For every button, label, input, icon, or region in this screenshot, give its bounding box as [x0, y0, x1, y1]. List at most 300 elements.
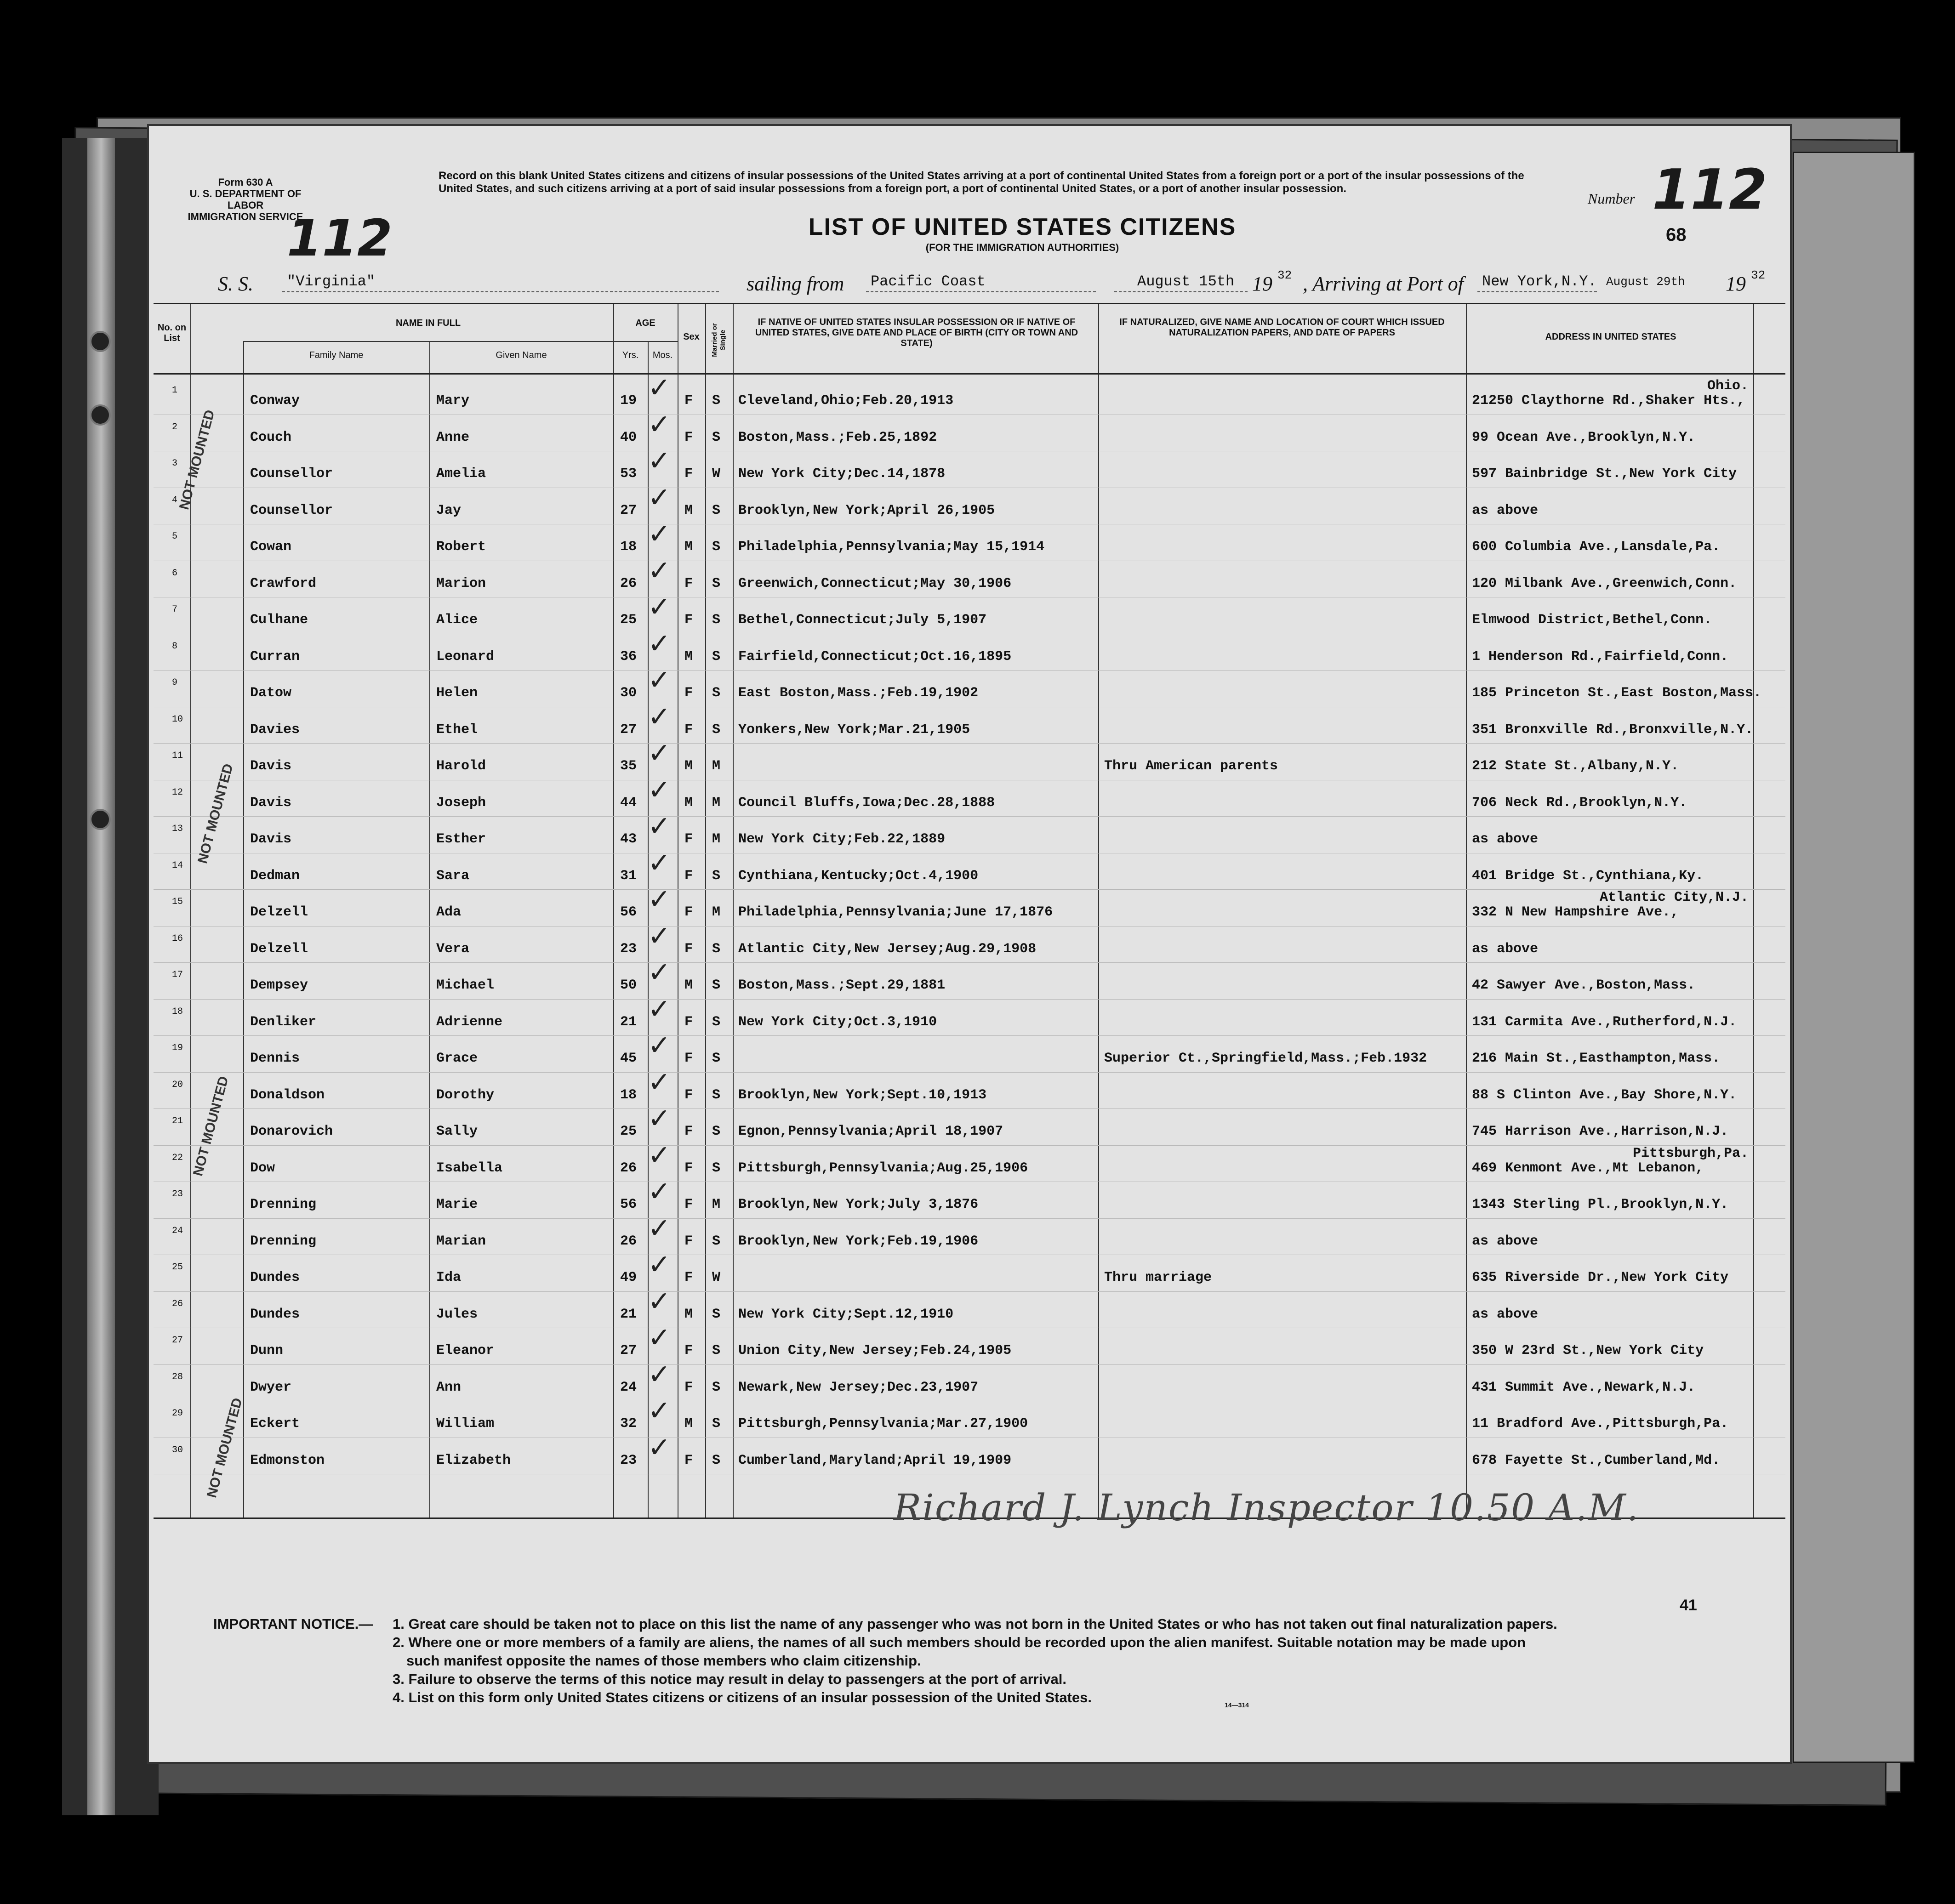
- checkmark-icon: ✓: [648, 1212, 671, 1245]
- cell-age: 21: [620, 1014, 637, 1030]
- cell-sex: F: [684, 429, 693, 445]
- cell-family: Counsellor: [250, 466, 333, 482]
- cell-given: Vera: [436, 941, 470, 957]
- cell-no: 23: [172, 1189, 183, 1199]
- cell-family: Dwyer: [250, 1379, 292, 1395]
- cell-addr: 635 Riverside Dr.,New York City: [1472, 1270, 1729, 1285]
- binder-hole: [90, 331, 111, 352]
- cell-family: Dundes: [250, 1306, 300, 1322]
- table-row: [154, 597, 1785, 633]
- binder-hole: [90, 809, 111, 830]
- cell-no: 17: [172, 970, 183, 980]
- cell-no: 20: [172, 1079, 183, 1090]
- checkmark-icon: ✓: [648, 847, 671, 879]
- cell-no: 5: [172, 531, 178, 542]
- cell-age: 32: [620, 1416, 637, 1432]
- cell-age: 26: [620, 1160, 637, 1176]
- cell-family: Culhane: [250, 612, 308, 628]
- cell-family: Dunn: [250, 1343, 284, 1358]
- cell-birth: Philadelphia,Pennsylvania;May 15,1914: [738, 539, 1045, 555]
- cell-family: Delzell: [250, 904, 308, 920]
- cell-sex: F: [684, 722, 693, 738]
- cell-birth: Egnon,Pennsylvania;April 18,1907: [738, 1124, 1003, 1139]
- cell-sex: F: [684, 941, 693, 957]
- cell-age: 18: [620, 539, 637, 555]
- checkmark-icon: ✓: [648, 1249, 671, 1281]
- notice-item: 1. Great care should be taken not to place on this list the name of any passenger who was not born in the United States or who has not taken out final naturalization papers.: [393, 1616, 1557, 1632]
- cell-addr: 1343 Sterling Pl.,Brooklyn,N.Y.: [1472, 1197, 1729, 1212]
- cell-addr: 21250 Claythorne Rd.,Shaker Hts.,: [1472, 393, 1745, 409]
- cell-sex: F: [684, 612, 693, 628]
- cell-birth: Pittsburgh,Pennsylvania;Mar.27,1900: [738, 1416, 1028, 1432]
- cell-addr: 678 Fayette St.,Cumberland,Md.: [1472, 1452, 1721, 1468]
- not-mounted-stamp: NOT MOUNTED: [204, 1396, 245, 1500]
- checkmark-icon: ✓: [648, 372, 671, 404]
- cell-addr-continuation: Ohio.: [1707, 378, 1749, 394]
- page-title: LIST OF UNITED STATES CITIZENS: [808, 214, 1237, 240]
- cell-sex: M: [684, 1416, 693, 1432]
- cell-family: Edmonston: [250, 1452, 325, 1468]
- cell-given: Ann: [436, 1379, 462, 1395]
- cell-ms: M: [712, 795, 721, 811]
- table-row: [154, 1364, 1785, 1401]
- cell-addr: as above: [1472, 1306, 1539, 1322]
- cell-age: 23: [620, 941, 637, 957]
- cell-sex: F: [684, 1452, 693, 1468]
- cell-given: Ethel: [436, 722, 478, 738]
- cell-age: 36: [620, 648, 637, 665]
- cell-no: 4: [172, 494, 178, 506]
- header-naturalization: IF NATURALIZED, GIVE NAME AND LOCATION OF COURT WHICH ISSUED NATURALIZATION PAPERS, AND DATE OF PAPERS: [1119, 317, 1445, 338]
- cell-given: Jules: [436, 1306, 478, 1322]
- form-number: Form 630 A: [218, 176, 273, 188]
- sailing-year-prefix: 19: [1252, 273, 1272, 295]
- cell-sex: F: [684, 831, 693, 847]
- cell-age: 25: [620, 1124, 637, 1139]
- cell-birth: Newark,New Jersey;Dec.23,1907: [738, 1379, 979, 1395]
- sailing-date: August 15th: [1137, 273, 1235, 290]
- cell-family: Drenning: [250, 1233, 317, 1249]
- cell-age: 27: [620, 722, 637, 738]
- cell-birth: Union City,New Jersey;Feb.24,1905: [738, 1343, 1012, 1358]
- cell-ms: S: [712, 1233, 721, 1249]
- cell-age: 43: [620, 831, 637, 847]
- table-row: [154, 1182, 1785, 1218]
- table-row: [154, 1108, 1785, 1145]
- table-row: [154, 451, 1785, 487]
- cell-birth: Yonkers,New York;Mar.21,1905: [738, 722, 970, 738]
- cell-sex: F: [684, 1124, 693, 1139]
- service: IMMIGRATION SERVICE: [188, 211, 303, 222]
- cell-given: Dorothy: [436, 1087, 495, 1103]
- checkmark-icon: ✓: [648, 1431, 671, 1464]
- voyage-line: [149, 264, 1790, 296]
- cell-given: William: [436, 1416, 495, 1432]
- cell-family: Dundes: [250, 1270, 300, 1285]
- cell-family: Cowan: [250, 539, 292, 555]
- notice-heading: IMPORTANT NOTICE.—: [213, 1616, 373, 1632]
- ship-name: "Virginia": [287, 273, 376, 290]
- checkmark-icon: ✓: [648, 993, 671, 1025]
- cell-addr: 351 Bronxville Rd.,Bronxville,N.Y.: [1472, 722, 1754, 738]
- cell-no: 28: [172, 1371, 183, 1382]
- cell-nat: Thru American parents: [1104, 758, 1278, 774]
- checkmark-icon: ✓: [648, 554, 671, 587]
- cell-ms: S: [712, 941, 721, 957]
- cell-addr: 350 W 23rd St.,New York City: [1472, 1343, 1704, 1358]
- cell-given: Anne: [436, 429, 470, 445]
- cell-no: 16: [172, 933, 183, 944]
- table-row: [154, 999, 1785, 1035]
- cell-no: 24: [172, 1225, 183, 1236]
- cell-given: Alice: [436, 612, 478, 628]
- cell-family: Dennis: [250, 1051, 300, 1066]
- cell-sex: F: [684, 1233, 693, 1249]
- notice-item: 4. List on this form only United States citizens or citizens of an insular possession of the United States.: [393, 1689, 1092, 1705]
- cell-birth: Brooklyn,New York;April 26,1905: [738, 502, 995, 518]
- table-row: [154, 1072, 1785, 1108]
- arrival-date: August 29th: [1606, 275, 1685, 289]
- checkmark-icon: ✓: [648, 664, 671, 696]
- header-place-of-birth: IF NATIVE OF UNITED STATES INSULAR POSSESSION OR IF NATIVE OF UNITED STATES, GIVE DATE AND PLACE OF BIRTH (CITY OR TOWN AND STATE): [755, 317, 1078, 348]
- cell-addr: as above: [1472, 831, 1539, 847]
- cell-addr: 597 Bainbridge St.,New York City: [1472, 466, 1737, 482]
- header-family-name: Family Name: [309, 350, 364, 360]
- table-row: [154, 853, 1785, 889]
- cell-no: 25: [172, 1262, 183, 1273]
- checkmark-icon: ✓: [648, 627, 671, 660]
- arriving-label: , Arriving at Port of: [1303, 273, 1464, 295]
- table-row: [154, 561, 1785, 597]
- cell-sex: F: [684, 1379, 693, 1395]
- cell-addr: 706 Neck Rd.,Brooklyn,N.Y.: [1472, 795, 1687, 811]
- cell-given: Grace: [436, 1051, 478, 1066]
- cell-sex: F: [684, 1160, 693, 1176]
- cell-addr: 401 Bridge St.,Cynthiana,Ky.: [1472, 868, 1704, 884]
- cell-birth: Cynthiana,Kentucky;Oct.4,1900: [738, 868, 979, 884]
- table-row: [154, 1438, 1785, 1474]
- cell-addr-continuation: Pittsburgh,Pa.: [1632, 1145, 1749, 1161]
- table-row: [154, 707, 1785, 743]
- cell-no: 3: [172, 458, 178, 469]
- sailing-label: sailing from: [747, 273, 844, 295]
- cell-family: Dow: [250, 1160, 275, 1176]
- table-row: [154, 926, 1785, 962]
- cell-no: 15: [172, 897, 183, 907]
- cell-given: Marion: [436, 575, 486, 591]
- checkmark-icon: ✓: [648, 518, 671, 550]
- cell-addr: 469 Kenmont Ave.,Mt Lebanon,: [1472, 1160, 1704, 1176]
- header-sex: Sex: [683, 332, 700, 342]
- cell-birth: Cleveland,Ohio;Feb.20,1913: [738, 393, 954, 409]
- cell-addr: 332 N New Hampshire Ave.,: [1472, 904, 1679, 920]
- cell-addr: Elmwood District,Bethel,Conn.: [1472, 612, 1712, 628]
- cell-family: Davies: [250, 722, 300, 738]
- cell-age: 24: [620, 1379, 637, 1395]
- cell-age: 35: [620, 758, 637, 774]
- cell-ms: S: [712, 1379, 721, 1395]
- notice-item: such manifest opposite the names of those members who claim citizenship.: [406, 1653, 921, 1669]
- cell-ms: S: [712, 868, 721, 884]
- cell-ms: W: [712, 466, 721, 482]
- cell-ms: S: [712, 539, 721, 555]
- cell-given: Ida: [436, 1270, 462, 1285]
- cell-birth: East Boston,Mass.;Feb.19,1902: [738, 685, 979, 701]
- cell-no: 21: [172, 1116, 183, 1126]
- cell-birth: Brooklyn,New York;July 3,1876: [738, 1197, 979, 1212]
- sailing-year: 32: [1277, 268, 1292, 282]
- cell-no: 8: [172, 641, 178, 652]
- cell-family: Counsellor: [250, 502, 333, 518]
- cell-birth: New York City;Dec.14,1878: [738, 466, 946, 482]
- cell-no: 30: [172, 1444, 183, 1455]
- cell-addr: 212 State St.,Albany,N.Y.: [1472, 758, 1679, 774]
- cell-no: 9: [172, 677, 178, 688]
- checkmark-icon: ✓: [648, 1285, 671, 1318]
- cell-ms: S: [712, 978, 721, 993]
- cell-sex: F: [684, 393, 693, 409]
- table-row: [154, 1145, 1785, 1182]
- checkmark-icon: ✓: [648, 773, 671, 806]
- cell-ms: S: [712, 502, 721, 518]
- table-row: [154, 524, 1785, 560]
- checkmark-icon: ✓: [648, 1358, 671, 1391]
- table-row: [154, 743, 1785, 779]
- cell-no: 19: [172, 1043, 183, 1053]
- checkmark-icon: ✓: [648, 810, 671, 842]
- table-row: [154, 1328, 1785, 1364]
- cell-no: 27: [172, 1335, 183, 1346]
- arrival-port: New York,N.Y.: [1482, 273, 1597, 290]
- cell-given: Joseph: [436, 795, 486, 811]
- header-age: AGE: [635, 318, 655, 328]
- cell-given: Helen: [436, 685, 478, 701]
- cell-given: Harold: [436, 758, 486, 774]
- cell-birth: Pittsburgh,Pennsylvania;Aug.25,1906: [738, 1160, 1028, 1176]
- cell-given: Mary: [436, 393, 470, 409]
- cell-sex: M: [684, 978, 693, 993]
- cell-sex: F: [684, 868, 693, 884]
- cell-birth: Boston,Mass.;Feb.25,1892: [738, 429, 937, 445]
- checkmark-icon: ✓: [648, 445, 671, 477]
- cell-age: 45: [620, 1051, 637, 1066]
- cell-sex: F: [684, 1270, 693, 1285]
- table-row: [154, 670, 1785, 706]
- cell-age: 53: [620, 466, 637, 482]
- handwritten-margin-number: 112: [287, 209, 393, 267]
- checkmark-icon: ✓: [648, 591, 671, 623]
- cell-given: Michael: [436, 978, 495, 993]
- cell-given: Marie: [436, 1197, 478, 1212]
- number-label: Number: [1588, 190, 1636, 207]
- page-code: 68: [1666, 225, 1687, 245]
- ship-label: S. S.: [218, 273, 253, 295]
- checkmark-icon: ✓: [648, 1103, 671, 1135]
- header-address: ADDRESS IN UNITED STATES: [1545, 332, 1676, 342]
- notice-item: 3. Failure to observe the terms of this notice may result in delay to passengers at the port of arrival.: [393, 1671, 1067, 1687]
- header-no: No. on List: [157, 323, 187, 343]
- cell-sex: F: [684, 466, 693, 482]
- cell-no: 22: [172, 1152, 183, 1163]
- page-subtitle: (FOR THE IMMIGRATION AUTHORITIES): [925, 242, 1119, 253]
- cell-ms: S: [712, 1124, 721, 1139]
- cell-ms: M: [712, 904, 721, 920]
- cell-sex: F: [684, 685, 693, 701]
- cell-ms: S: [712, 1416, 721, 1432]
- cell-no: 11: [172, 750, 183, 761]
- cell-ms: S: [712, 1306, 721, 1322]
- cell-ms: S: [712, 648, 721, 665]
- checkmark-icon: ✓: [648, 737, 671, 769]
- cell-age: 26: [620, 575, 637, 591]
- cell-given: Eleanor: [436, 1343, 495, 1358]
- cell-no: 12: [172, 787, 183, 798]
- header-given-name: Given Name: [496, 350, 547, 360]
- cell-family: Dedman: [250, 868, 300, 884]
- cell-birth: Atlantic City,New Jersey;Aug.29,1908: [738, 941, 1037, 957]
- table-row: [154, 1218, 1785, 1255]
- checkmark-icon: ✓: [648, 1322, 671, 1354]
- checkmark-icon: ✓: [648, 1139, 671, 1171]
- inspector-signature: Richard J. Lynch Inspector 10.50 A.M.: [894, 1486, 1640, 1529]
- cell-no: 6: [172, 568, 178, 579]
- notice-code: 14—314: [1225, 1701, 1249, 1709]
- cell-sex: M: [684, 502, 693, 518]
- cell-sex: M: [684, 758, 693, 774]
- checkmark-icon: ✓: [648, 920, 671, 952]
- checkmark-icon: ✓: [648, 408, 671, 441]
- cell-birth: New York City;Oct.3,1910: [738, 1014, 937, 1030]
- cell-sex: M: [684, 1306, 693, 1322]
- cell-ms: S: [712, 1452, 721, 1468]
- header-yrs: Yrs.: [622, 350, 639, 360]
- cell-age: 23: [620, 1452, 637, 1468]
- cell-family: Davis: [250, 831, 292, 847]
- cell-given: Adrienne: [436, 1014, 503, 1030]
- table-row: [154, 1035, 1785, 1072]
- cell-family: Dempsey: [250, 978, 308, 993]
- cell-addr: 42 Sawyer Ave.,Boston,Mass.: [1472, 978, 1696, 993]
- cell-age: 25: [620, 612, 637, 628]
- checkmark-icon: ✓: [648, 883, 671, 915]
- cell-no: 10: [172, 714, 183, 725]
- cell-age: 18: [620, 1087, 637, 1103]
- cell-family: Davis: [250, 758, 292, 774]
- cell-ms: W: [712, 1270, 721, 1285]
- cell-addr: as above: [1472, 1233, 1539, 1249]
- cell-ms: S: [712, 1051, 721, 1066]
- cell-family: Davis: [250, 795, 292, 811]
- cell-birth: Fairfield,Connecticut;Oct.16,1895: [738, 648, 1012, 665]
- table-row: [154, 488, 1785, 524]
- cell-given: Leonard: [436, 648, 495, 665]
- cell-birth: Boston,Mass.;Sept.29,1881: [738, 978, 946, 993]
- table-row: [154, 415, 1785, 451]
- cell-age: 56: [620, 904, 637, 920]
- cell-no: 2: [172, 421, 178, 432]
- cell-family: Donaldson: [250, 1087, 325, 1103]
- cell-ms: M: [712, 1197, 721, 1212]
- cell-ms: S: [712, 722, 721, 738]
- table-row: [154, 1401, 1785, 1437]
- cell-age: 49: [620, 1270, 637, 1285]
- cell-addr: 600 Columbia Ave.,Lansdale,Pa.: [1472, 539, 1721, 555]
- cell-age: 50: [620, 978, 637, 993]
- table-row: [154, 634, 1785, 670]
- cell-birth: Greenwich,Connecticut;May 30,1906: [738, 575, 1012, 591]
- checkmark-icon: ✓: [648, 1066, 671, 1098]
- cell-family: Datow: [250, 685, 292, 701]
- cell-age: 19: [620, 393, 637, 409]
- binder-strip: [87, 138, 115, 1815]
- cell-age: 27: [620, 1343, 637, 1358]
- cell-sex: M: [684, 539, 693, 555]
- header-mos: Mos.: [652, 350, 673, 360]
- not-mounted-stamp: NOT MOUNTED: [190, 1074, 232, 1178]
- handwritten-list-number: 112: [1652, 158, 1767, 222]
- cell-family: Eckert: [250, 1416, 300, 1432]
- cell-sex: F: [684, 1051, 693, 1066]
- binder-hole: [90, 404, 111, 426]
- cell-ms: S: [712, 612, 721, 628]
- cell-ms: S: [712, 575, 721, 591]
- checkmark-icon: ✓: [648, 481, 671, 514]
- cell-addr: 431 Summit Ave.,Newark,N.J.: [1472, 1379, 1696, 1395]
- cell-given: Marian: [436, 1233, 486, 1249]
- cell-addr: 11 Bradford Ave.,Pittsburgh,Pa.: [1472, 1416, 1729, 1432]
- cell-birth: New York City;Sept.12,1910: [738, 1306, 954, 1322]
- footer-number: 41: [1680, 1597, 1697, 1614]
- cell-no: 7: [172, 604, 178, 615]
- cell-no: 26: [172, 1298, 183, 1309]
- cell-ms: S: [712, 393, 721, 409]
- cell-age: 31: [620, 868, 637, 884]
- cell-family: Drenning: [250, 1197, 317, 1212]
- cell-nat: Superior Ct.,Springfield,Mass.;Feb.1932: [1104, 1051, 1427, 1066]
- cell-sex: F: [684, 1343, 693, 1358]
- cell-addr: 88 S Clinton Ave.,Bay Shore,N.Y.: [1472, 1087, 1737, 1103]
- preamble-text: Record on this blank United States citizens and citizens of insular possessions of the United States arriving at a port of continental United States from a foreign port or a port of the insular possessions of the United States, and such citizens arriving at a port of said insular possessions from a foreign port, a port of continental United States, or a port of another insular possession.: [439, 170, 1524, 195]
- department: U. S. DEPARTMENT OF LABOR: [189, 188, 302, 211]
- cell-sex: F: [684, 1014, 693, 1030]
- cell-no: 14: [172, 860, 183, 871]
- cell-given: Sally: [436, 1124, 478, 1139]
- cell-sex: M: [684, 648, 693, 665]
- cell-age: 27: [620, 502, 637, 518]
- cell-birth: Brooklyn,New York;Feb.19,1906: [738, 1233, 979, 1249]
- cell-age: 26: [620, 1233, 637, 1249]
- cell-addr: 131 Carmita Ave.,Rutherford,N.J.: [1472, 1014, 1737, 1030]
- cell-sex: F: [684, 1197, 693, 1212]
- cell-given: Sara: [436, 868, 470, 884]
- cell-given: Isabella: [436, 1160, 503, 1176]
- right-page-stack: [1793, 152, 1915, 1763]
- cell-birth: Bethel,Connecticut;July 5,1907: [738, 612, 987, 628]
- cell-addr: as above: [1472, 502, 1539, 518]
- not-mounted-stamp: NOT MOUNTED: [177, 408, 218, 512]
- header-name-in-full: NAME IN FULL: [395, 318, 461, 328]
- checkmark-icon: ✓: [648, 700, 671, 733]
- cell-addr-continuation: Atlantic City,N.J.: [1599, 890, 1749, 905]
- arrival-year: 32: [1751, 268, 1766, 282]
- cell-family: Curran: [250, 648, 300, 665]
- cell-age: 56: [620, 1197, 637, 1212]
- table-row: [154, 962, 1785, 999]
- table-row: [154, 816, 1785, 853]
- cell-ms: S: [712, 1087, 721, 1103]
- cell-ms: S: [712, 1343, 721, 1358]
- cell-given: Robert: [436, 539, 486, 555]
